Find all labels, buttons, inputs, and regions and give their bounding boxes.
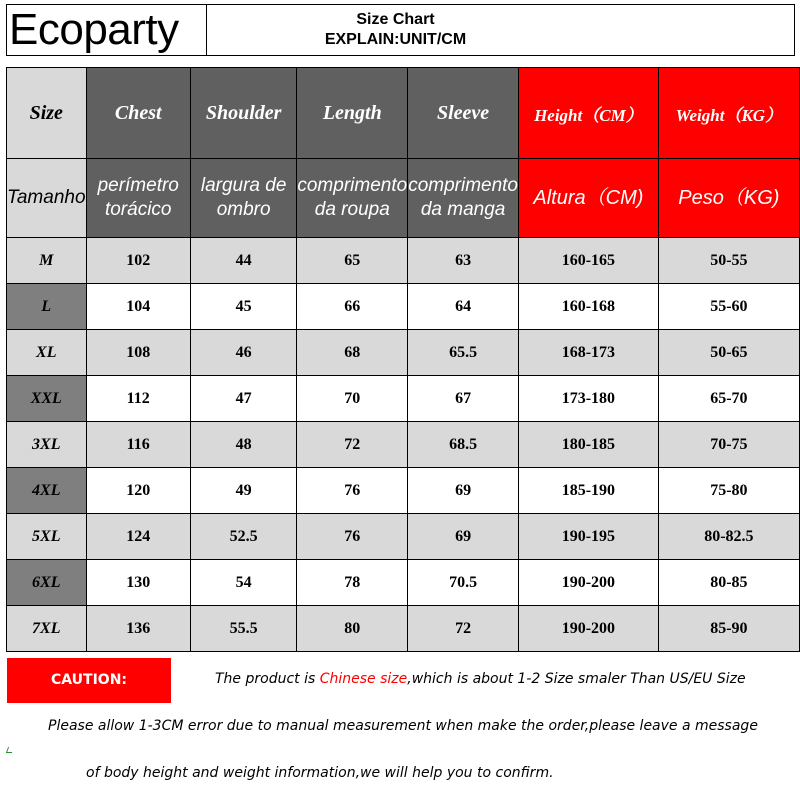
header-sleeve: Sleeve — [408, 68, 519, 159]
header-height: Height（CM） — [519, 68, 659, 159]
table-cell: 64 — [408, 284, 519, 330]
table-cell: 85-90 — [658, 606, 799, 652]
table-cell: 66 — [297, 284, 408, 330]
table-cell: 160-168 — [519, 284, 659, 330]
header-shoulder: Shoulder — [190, 68, 296, 159]
size-label: XL — [7, 330, 87, 376]
table-cell: 78 — [297, 560, 408, 606]
header-pt-size: Tamanho — [7, 159, 87, 238]
table-row — [7, 376, 800, 422]
table-cell: 69 — [408, 468, 519, 514]
table-row — [7, 468, 800, 514]
table-cell: 44 — [190, 238, 296, 284]
table-cell: 52.5 — [190, 514, 296, 560]
table-cell: 70 — [297, 376, 408, 422]
header-pt-chest: perímetro torácico — [86, 159, 190, 238]
caution-text — [215, 671, 746, 687]
header-pt-length: comprimento da roupa — [297, 159, 408, 238]
table-cell: 168-173 — [519, 330, 659, 376]
table-cell: 160-165 — [519, 238, 659, 284]
table-cell: 190-195 — [519, 514, 659, 560]
table-cell: 65-70 — [658, 376, 799, 422]
caution-text-after: ,which is about 1-2 Size smaler Than US/EU Size — [407, 671, 746, 687]
table-row — [7, 330, 800, 376]
table-cell: 70-75 — [658, 422, 799, 468]
table-cell: 116 — [86, 422, 190, 468]
table-cell: 72 — [408, 606, 519, 652]
check-mark-icon — [6, 747, 14, 753]
caution-text-before: The product is — [215, 671, 320, 687]
table-row — [7, 238, 800, 284]
header-box — [6, 4, 795, 56]
chart-title-block — [207, 5, 794, 55]
header-row-portuguese — [7, 159, 800, 238]
table-cell: 185-190 — [519, 468, 659, 514]
chart-title: Size Chart — [356, 11, 435, 28]
header-pt-sleeve: comprimento da manga — [408, 159, 519, 238]
table-cell: 45 — [190, 284, 296, 330]
table-cell: 120 — [86, 468, 190, 514]
table-row — [7, 514, 800, 560]
table-cell: 76 — [297, 514, 408, 560]
table-cell: 80-85 — [658, 560, 799, 606]
table-cell: 65 — [297, 238, 408, 284]
table-cell: 130 — [86, 560, 190, 606]
table-cell: 67 — [408, 376, 519, 422]
table-row — [7, 422, 800, 468]
header-pt-weight: Peso（KG) — [658, 159, 799, 238]
table-cell: 68.5 — [408, 422, 519, 468]
header-pt-height: Altura（CM) — [519, 159, 659, 238]
unit-explain: EXPLAIN:UNIT/CM — [324, 31, 467, 48]
size-label: XXL — [7, 376, 87, 422]
table-cell: 190-200 — [519, 606, 659, 652]
table-cell: 46 — [190, 330, 296, 376]
header-pt-shoulder: largura de ombro — [190, 159, 296, 238]
note-line-2: of body height and weight information,we will help you to confirm. — [86, 765, 554, 781]
table-cell: 68 — [297, 330, 408, 376]
table-cell: 112 — [86, 376, 190, 422]
table-cell: 190-200 — [519, 560, 659, 606]
table-cell: 69 — [408, 514, 519, 560]
header-chest: Chest — [86, 68, 190, 159]
table-cell: 72 — [297, 422, 408, 468]
size-label: 6XL — [7, 560, 87, 606]
table-cell: 75-80 — [658, 468, 799, 514]
caution-highlight: Chinese size — [319, 671, 408, 687]
table-cell: 49 — [190, 468, 296, 514]
table-cell: 54 — [190, 560, 296, 606]
size-label: 4XL — [7, 468, 87, 514]
table-cell: 70.5 — [408, 560, 519, 606]
note-line-1: Please allow 1-3CM error due to manual measurement when make the order,please leave a message — [48, 718, 758, 734]
table-cell: 65.5 — [408, 330, 519, 376]
brand-name: Ecoparty — [7, 5, 207, 55]
size-label: 3XL — [7, 422, 87, 468]
header-row-english — [7, 68, 800, 159]
table-cell: 104 — [86, 284, 190, 330]
table-cell: 173-180 — [519, 376, 659, 422]
table-cell: 124 — [86, 514, 190, 560]
table-cell: 102 — [86, 238, 190, 284]
header-weight: Weight（KG） — [658, 68, 799, 159]
size-label: 5XL — [7, 514, 87, 560]
size-label: 7XL — [7, 606, 87, 652]
table-cell: 55-60 — [658, 284, 799, 330]
size-table-body — [7, 68, 800, 652]
header-size: Size — [7, 68, 87, 159]
table-cell: 47 — [190, 376, 296, 422]
table-row — [7, 284, 800, 330]
caution-label: CAUTION: — [7, 658, 171, 703]
size-label: L — [7, 284, 87, 330]
table-cell: 80-82.5 — [658, 514, 799, 560]
table-cell: 55.5 — [190, 606, 296, 652]
table-cell: 50-65 — [658, 330, 799, 376]
table-cell: 48 — [190, 422, 296, 468]
table-cell: 76 — [297, 468, 408, 514]
table-row — [7, 606, 800, 652]
size-table — [6, 67, 800, 652]
table-cell: 180-185 — [519, 422, 659, 468]
table-row — [7, 560, 800, 606]
size-label: M — [7, 238, 87, 284]
table-cell: 63 — [408, 238, 519, 284]
table-cell: 50-55 — [658, 238, 799, 284]
header-length: Length — [297, 68, 408, 159]
table-cell: 80 — [297, 606, 408, 652]
table-cell: 136 — [86, 606, 190, 652]
table-cell: 108 — [86, 330, 190, 376]
